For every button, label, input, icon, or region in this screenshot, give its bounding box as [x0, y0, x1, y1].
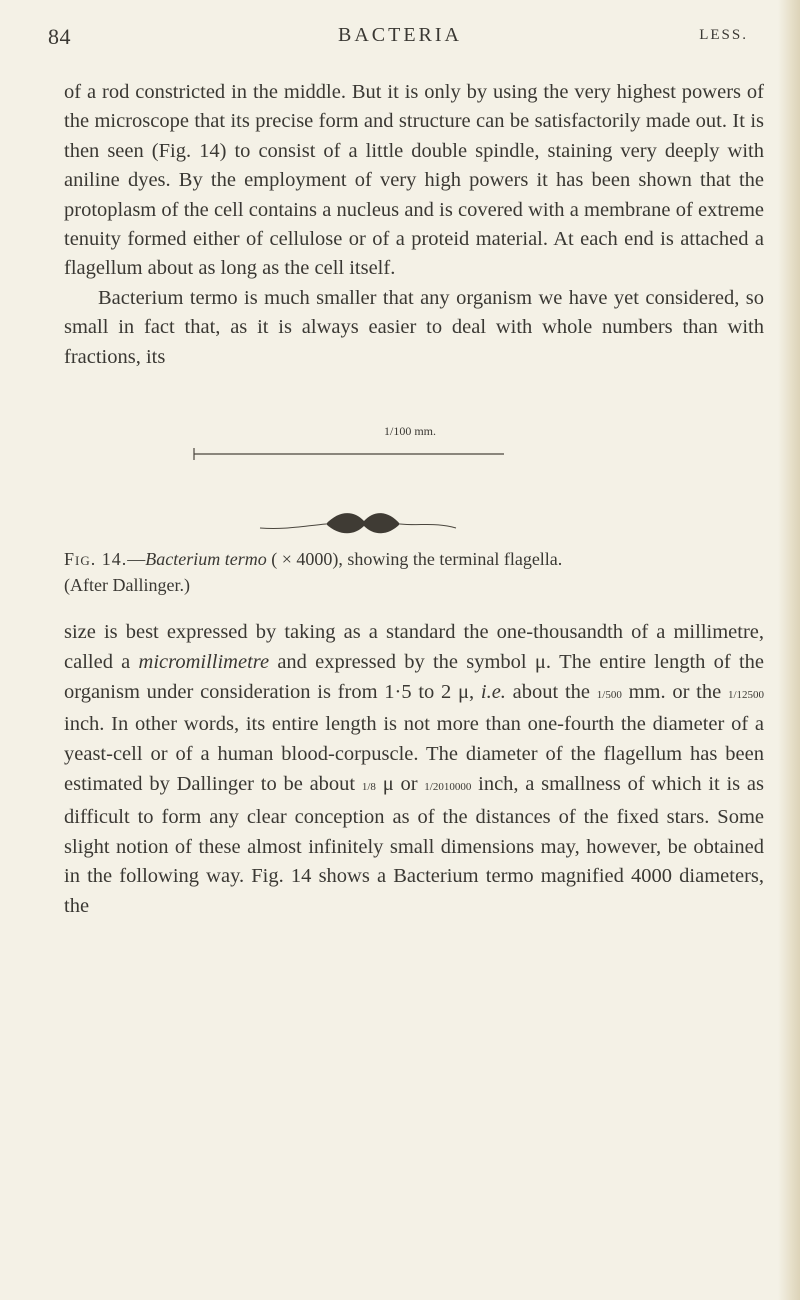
page-edge-shadow	[778, 0, 800, 1300]
running-title: BACTERIA	[338, 24, 462, 46]
fraction: 1/2010000	[424, 780, 472, 793]
body-text-bottom	[64, 618, 764, 922]
caption-text: ( × 4000), showing the terminal flagella.	[266, 549, 563, 569]
scale-label: 1/100 mm.	[384, 424, 437, 438]
caption-credit: (After Dallinger.)	[64, 575, 190, 595]
figure-14	[64, 424, 764, 554]
body-text-top	[64, 78, 764, 372]
page-header	[0, 22, 800, 52]
running-title-right: LESS.	[699, 27, 748, 43]
flagellum-right	[400, 524, 456, 528]
flagellum-left	[260, 524, 326, 529]
caption-species: Bacterium termo	[145, 549, 267, 569]
bacterium-illustration	[64, 444, 764, 554]
term-micromillimetre: micromillimetre	[138, 650, 270, 673]
bacterium-body	[326, 513, 400, 533]
paragraph: Bacterium termo is much smaller that any organism we have yet considered, so small in fact that, as it is always easier to deal with whole numbers than with fractions, its	[64, 286, 764, 368]
paragraph: size is best expressed by taking as a standard the one-thousandth of a millimetre, called a micromillimetre and expressed by the symbol μ. The entire length of the organism under consideration is from 1·5 to 2 μ, i.e. about the 1/500 mm. or the 1/12500 inch. In other words, its entire length is not more than one-fourth the diameter of a yeast-cell or of a human blood-corpuscle. The diameter of the flagellum has been estimated by Dallinger to be about 1/8 μ or 1/2010000 inch, a smallness of which it is as difficult to form any clear conception as of the distances of the fixed stars. Some slight notion of these almost infinitely small dimensions may, however, be obtained in the following way. Fig. 14 shows a Bacterium termo magnified 4000 diameters, the	[64, 621, 765, 918]
fraction: 1/8	[361, 780, 376, 793]
caption-fig-label: Fig. 14.	[64, 549, 128, 569]
fraction: 1/12500	[727, 688, 765, 701]
paragraph: of a rod constricted in the middle. But it is only by using the very highest powers of the microscope that its precise form and structure can be satisfactorily made out. It is then seen (Fig. 14) to consist of a little double spindle, staining very deeply with aniline dyes. By the employment of very high powers it has been shown that the protoplasm of the cell contains a nucleus and is covered with a membrane of extreme tenuity formed either of cellulose or of a proteid material. At each end is attached a flagellum about as long as the cell itself.	[64, 81, 764, 280]
page-number: 84	[48, 24, 71, 49]
fraction: 1/500	[596, 688, 622, 701]
figure-caption: Fig. 14.—Bacterium termo ( × 4000), showing the terminal flagella. (After Dallinger.)	[64, 549, 563, 595]
